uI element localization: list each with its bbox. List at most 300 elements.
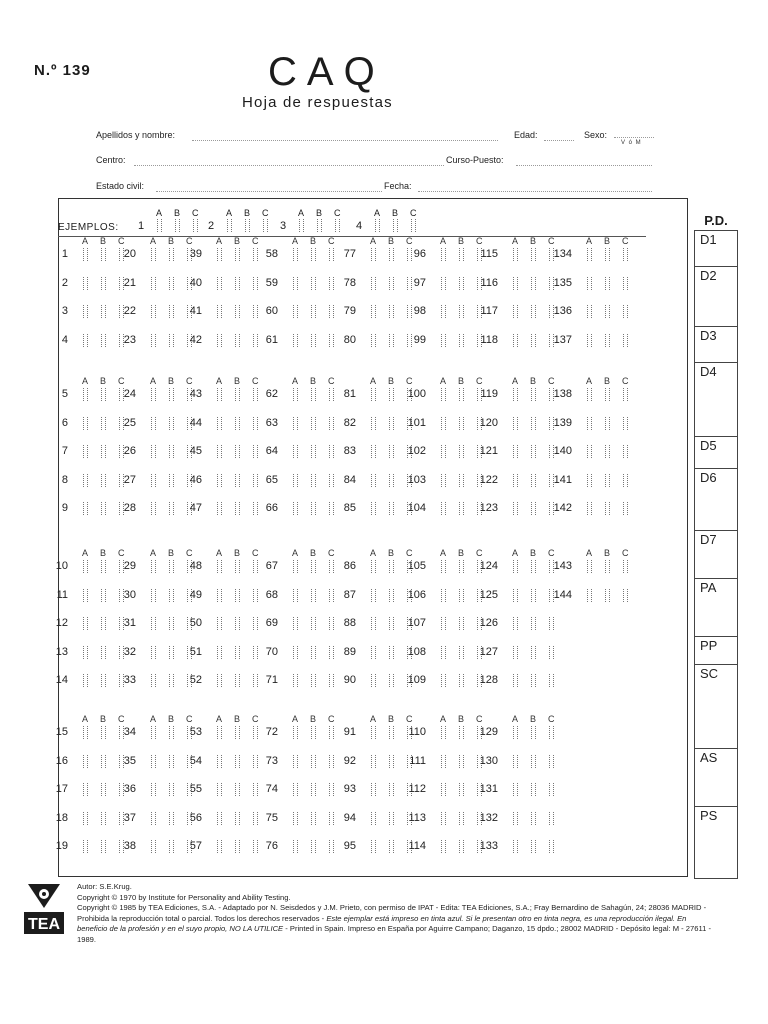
answer-bubble[interactable] [389, 502, 394, 515]
answer-bubble[interactable] [217, 840, 222, 853]
answer-bubble[interactable] [83, 589, 88, 602]
answer-bubble[interactable] [311, 277, 316, 290]
answer-bubble[interactable] [217, 755, 222, 768]
example-bubble[interactable] [245, 219, 250, 232]
answer-bubble[interactable] [293, 474, 298, 487]
answer-bubble[interactable] [83, 840, 88, 853]
answer-bubble[interactable] [311, 445, 316, 458]
answer-bubble[interactable] [371, 417, 376, 430]
answer-bubble[interactable] [441, 445, 446, 458]
answer-bubble[interactable] [83, 248, 88, 261]
answer-bubble[interactable] [441, 474, 446, 487]
answer-bubble[interactable] [459, 502, 464, 515]
answer-bubble[interactable] [531, 445, 536, 458]
answer-bubble[interactable] [459, 474, 464, 487]
answer-bubble[interactable] [371, 502, 376, 515]
answer-bubble[interactable] [441, 305, 446, 318]
answer-bubble[interactable] [311, 388, 316, 401]
answer-bubble[interactable] [371, 445, 376, 458]
answer-bubble[interactable] [217, 617, 222, 630]
answer-bubble[interactable] [389, 646, 394, 659]
pd-row-d2[interactable] [695, 267, 737, 327]
answer-bubble[interactable] [311, 334, 316, 347]
answer-bubble[interactable] [311, 783, 316, 796]
answer-bubble[interactable] [549, 646, 554, 659]
answer-bubble[interactable] [605, 334, 610, 347]
sex-field[interactable] [614, 137, 654, 138]
pd-row-ps[interactable] [695, 807, 737, 878]
answer-bubble[interactable] [623, 445, 628, 458]
center-field[interactable] [134, 165, 444, 166]
answer-bubble[interactable] [293, 812, 298, 825]
answer-bubble[interactable] [531, 277, 536, 290]
answer-bubble[interactable] [513, 560, 518, 573]
answer-bubble[interactable] [389, 417, 394, 430]
answer-bubble[interactable] [217, 334, 222, 347]
answer-bubble[interactable] [371, 305, 376, 318]
pd-row-d5[interactable] [695, 437, 737, 469]
answer-bubble[interactable] [151, 560, 156, 573]
example-bubble[interactable] [299, 219, 304, 232]
answer-bubble[interactable] [605, 589, 610, 602]
answer-bubble[interactable] [513, 277, 518, 290]
answer-bubble[interactable] [371, 840, 376, 853]
answer-bubble[interactable] [605, 502, 610, 515]
answer-bubble[interactable] [587, 445, 592, 458]
answer-bubble[interactable] [235, 560, 240, 573]
answer-bubble[interactable] [311, 589, 316, 602]
answer-bubble[interactable] [441, 646, 446, 659]
answer-bubble[interactable] [311, 812, 316, 825]
answer-bubble[interactable] [293, 840, 298, 853]
answer-bubble[interactable] [371, 388, 376, 401]
name-field[interactable] [192, 140, 498, 141]
answer-bubble[interactable] [217, 783, 222, 796]
answer-bubble[interactable] [235, 674, 240, 687]
answer-bubble[interactable] [217, 277, 222, 290]
answer-bubble[interactable] [623, 502, 628, 515]
example-bubble[interactable] [263, 219, 268, 232]
answer-bubble[interactable] [623, 474, 628, 487]
answer-bubble[interactable] [513, 589, 518, 602]
pd-row-as[interactable] [695, 749, 737, 807]
answer-bubble[interactable] [151, 248, 156, 261]
answer-bubble[interactable] [371, 674, 376, 687]
answer-bubble[interactable] [83, 674, 88, 687]
answer-bubble[interactable] [217, 474, 222, 487]
answer-bubble[interactable] [459, 277, 464, 290]
answer-bubble[interactable] [531, 560, 536, 573]
answer-bubble[interactable] [531, 812, 536, 825]
answer-bubble[interactable] [293, 417, 298, 430]
answer-bubble[interactable] [549, 755, 554, 768]
answer-bubble[interactable] [83, 445, 88, 458]
answer-bubble[interactable] [513, 388, 518, 401]
answer-bubble[interactable] [441, 840, 446, 853]
answer-bubble[interactable] [235, 502, 240, 515]
answer-bubble[interactable] [441, 277, 446, 290]
answer-bubble[interactable] [217, 674, 222, 687]
answer-bubble[interactable] [531, 783, 536, 796]
example-bubble[interactable] [411, 219, 416, 232]
example-bubble[interactable] [335, 219, 340, 232]
answer-bubble[interactable] [459, 334, 464, 347]
answer-bubble[interactable] [389, 560, 394, 573]
answer-bubble[interactable] [513, 755, 518, 768]
answer-bubble[interactable] [605, 560, 610, 573]
answer-bubble[interactable] [513, 674, 518, 687]
answer-bubble[interactable] [389, 674, 394, 687]
answer-bubble[interactable] [605, 277, 610, 290]
answer-bubble[interactable] [587, 502, 592, 515]
answer-bubble[interactable] [217, 726, 222, 739]
answer-bubble[interactable] [293, 388, 298, 401]
answer-bubble[interactable] [235, 755, 240, 768]
answer-bubble[interactable] [151, 726, 156, 739]
answer-bubble[interactable] [441, 388, 446, 401]
answer-bubble[interactable] [587, 589, 592, 602]
answer-bubble[interactable] [371, 812, 376, 825]
answer-bubble[interactable] [235, 334, 240, 347]
answer-bubble[interactable] [151, 812, 156, 825]
answer-bubble[interactable] [389, 445, 394, 458]
answer-bubble[interactable] [623, 589, 628, 602]
answer-bubble[interactable] [623, 388, 628, 401]
answer-bubble[interactable] [151, 840, 156, 853]
answer-bubble[interactable] [587, 277, 592, 290]
answer-bubble[interactable] [83, 783, 88, 796]
answer-bubble[interactable] [83, 726, 88, 739]
answer-bubble[interactable] [389, 388, 394, 401]
answer-bubble[interactable] [587, 248, 592, 261]
answer-bubble[interactable] [389, 783, 394, 796]
answer-bubble[interactable] [441, 334, 446, 347]
answer-bubble[interactable] [587, 474, 592, 487]
answer-bubble[interactable] [441, 726, 446, 739]
answer-bubble[interactable] [235, 305, 240, 318]
answer-bubble[interactable] [531, 334, 536, 347]
answer-bubble[interactable] [83, 646, 88, 659]
answer-bubble[interactable] [587, 334, 592, 347]
answer-bubble[interactable] [459, 646, 464, 659]
answer-bubble[interactable] [235, 474, 240, 487]
answer-bubble[interactable] [623, 560, 628, 573]
answer-bubble[interactable] [371, 589, 376, 602]
answer-bubble[interactable] [235, 783, 240, 796]
answer-bubble[interactable] [623, 305, 628, 318]
answer-bubble[interactable] [371, 646, 376, 659]
pd-row-sc[interactable] [695, 665, 737, 749]
answer-bubble[interactable] [549, 674, 554, 687]
answer-bubble[interactable] [83, 334, 88, 347]
answer-bubble[interactable] [151, 445, 156, 458]
answer-bubble[interactable] [441, 755, 446, 768]
answer-bubble[interactable] [311, 305, 316, 318]
answer-bubble[interactable] [605, 474, 610, 487]
pd-row-d6[interactable] [695, 469, 737, 531]
answer-bubble[interactable] [151, 305, 156, 318]
answer-bubble[interactable] [235, 726, 240, 739]
answer-bubble[interactable] [371, 560, 376, 573]
pd-row-pa[interactable] [695, 579, 737, 637]
example-bubble[interactable] [227, 219, 232, 232]
answer-bubble[interactable] [459, 445, 464, 458]
answer-bubble[interactable] [531, 305, 536, 318]
answer-bubble[interactable] [235, 840, 240, 853]
answer-bubble[interactable] [371, 755, 376, 768]
example-bubble[interactable] [393, 219, 398, 232]
answer-bubble[interactable] [151, 502, 156, 515]
answer-bubble[interactable] [217, 417, 222, 430]
answer-bubble[interactable] [459, 840, 464, 853]
answer-bubble[interactable] [389, 617, 394, 630]
answer-bubble[interactable] [513, 617, 518, 630]
answer-bubble[interactable] [623, 248, 628, 261]
answer-bubble[interactable] [441, 589, 446, 602]
pd-row-pp[interactable] [695, 637, 737, 665]
example-bubble[interactable] [193, 219, 198, 232]
answer-bubble[interactable] [151, 755, 156, 768]
answer-bubble[interactable] [83, 277, 88, 290]
answer-bubble[interactable] [513, 812, 518, 825]
answer-bubble[interactable] [513, 502, 518, 515]
answer-bubble[interactable] [459, 755, 464, 768]
example-bubble[interactable] [175, 219, 180, 232]
answer-bubble[interactable] [235, 812, 240, 825]
answer-bubble[interactable] [311, 248, 316, 261]
answer-bubble[interactable] [459, 783, 464, 796]
answer-bubble[interactable] [311, 617, 316, 630]
answer-bubble[interactable] [389, 334, 394, 347]
answer-bubble[interactable] [605, 445, 610, 458]
answer-bubble[interactable] [459, 305, 464, 318]
answer-bubble[interactable] [293, 674, 298, 687]
answer-bubble[interactable] [293, 617, 298, 630]
civil-status-field[interactable] [156, 191, 382, 192]
pd-row-d4[interactable] [695, 363, 737, 437]
answer-bubble[interactable] [513, 445, 518, 458]
answer-bubble[interactable] [459, 388, 464, 401]
answer-bubble[interactable] [513, 474, 518, 487]
answer-bubble[interactable] [459, 589, 464, 602]
answer-bubble[interactable] [217, 388, 222, 401]
answer-bubble[interactable] [235, 388, 240, 401]
example-bubble[interactable] [317, 219, 322, 232]
answer-bubble[interactable] [217, 305, 222, 318]
answer-bubble[interactable] [513, 840, 518, 853]
answer-bubble[interactable] [513, 783, 518, 796]
answer-bubble[interactable] [605, 248, 610, 261]
answer-bubble[interactable] [459, 560, 464, 573]
answer-bubble[interactable] [605, 305, 610, 318]
answer-bubble[interactable] [531, 589, 536, 602]
answer-bubble[interactable] [235, 277, 240, 290]
answer-bubble[interactable] [531, 646, 536, 659]
pd-row-d7[interactable] [695, 531, 737, 579]
answer-bubble[interactable] [311, 560, 316, 573]
answer-bubble[interactable] [371, 726, 376, 739]
answer-bubble[interactable] [311, 755, 316, 768]
answer-bubble[interactable] [217, 502, 222, 515]
answer-bubble[interactable] [371, 334, 376, 347]
answer-bubble[interactable] [83, 417, 88, 430]
answer-bubble[interactable] [459, 726, 464, 739]
answer-bubble[interactable] [217, 560, 222, 573]
answer-bubble[interactable] [531, 755, 536, 768]
answer-bubble[interactable] [217, 812, 222, 825]
answer-bubble[interactable] [293, 445, 298, 458]
answer-bubble[interactable] [293, 755, 298, 768]
answer-bubble[interactable] [371, 248, 376, 261]
answer-bubble[interactable] [587, 388, 592, 401]
answer-bubble[interactable] [513, 726, 518, 739]
answer-bubble[interactable] [441, 674, 446, 687]
answer-bubble[interactable] [459, 248, 464, 261]
answer-bubble[interactable] [311, 474, 316, 487]
answer-bubble[interactable] [235, 417, 240, 430]
answer-bubble[interactable] [513, 248, 518, 261]
answer-bubble[interactable] [151, 334, 156, 347]
answer-bubble[interactable] [371, 783, 376, 796]
answer-bubble[interactable] [389, 248, 394, 261]
answer-bubble[interactable] [459, 617, 464, 630]
answer-bubble[interactable] [371, 277, 376, 290]
answer-bubble[interactable] [389, 305, 394, 318]
answer-bubble[interactable] [623, 334, 628, 347]
answer-bubble[interactable] [235, 646, 240, 659]
answer-bubble[interactable] [83, 388, 88, 401]
answer-bubble[interactable] [441, 617, 446, 630]
answer-bubble[interactable] [293, 248, 298, 261]
answer-bubble[interactable] [459, 674, 464, 687]
answer-bubble[interactable] [151, 783, 156, 796]
answer-bubble[interactable] [217, 646, 222, 659]
example-bubble[interactable] [375, 219, 380, 232]
answer-bubble[interactable] [217, 248, 222, 261]
answer-bubble[interactable] [441, 502, 446, 515]
answer-bubble[interactable] [311, 417, 316, 430]
answer-bubble[interactable] [151, 474, 156, 487]
answer-bubble[interactable] [587, 305, 592, 318]
answer-bubble[interactable] [389, 277, 394, 290]
answer-bubble[interactable] [83, 474, 88, 487]
pd-row-d3[interactable] [695, 327, 737, 363]
answer-bubble[interactable] [441, 560, 446, 573]
age-field[interactable] [544, 140, 574, 141]
answer-bubble[interactable] [235, 589, 240, 602]
answer-bubble[interactable] [151, 417, 156, 430]
answer-bubble[interactable] [83, 305, 88, 318]
answer-bubble[interactable] [531, 840, 536, 853]
answer-bubble[interactable] [531, 617, 536, 630]
answer-bubble[interactable] [235, 248, 240, 261]
answer-bubble[interactable] [441, 812, 446, 825]
answer-bubble[interactable] [311, 646, 316, 659]
answer-bubble[interactable] [217, 589, 222, 602]
answer-bubble[interactable] [531, 726, 536, 739]
answer-bubble[interactable] [531, 674, 536, 687]
answer-bubble[interactable] [389, 474, 394, 487]
answer-bubble[interactable] [235, 445, 240, 458]
answer-bubble[interactable] [587, 560, 592, 573]
answer-bubble[interactable] [311, 726, 316, 739]
answer-bubble[interactable] [389, 755, 394, 768]
answer-bubble[interactable] [293, 646, 298, 659]
answer-bubble[interactable] [549, 812, 554, 825]
answer-bubble[interactable] [531, 248, 536, 261]
answer-bubble[interactable] [531, 417, 536, 430]
answer-bubble[interactable] [293, 334, 298, 347]
answer-bubble[interactable] [311, 840, 316, 853]
answer-bubble[interactable] [151, 388, 156, 401]
answer-bubble[interactable] [83, 502, 88, 515]
answer-bubble[interactable] [151, 646, 156, 659]
answer-bubble[interactable] [389, 812, 394, 825]
answer-bubble[interactable] [293, 783, 298, 796]
answer-bubble[interactable] [293, 305, 298, 318]
answer-bubble[interactable] [587, 417, 592, 430]
answer-bubble[interactable] [371, 474, 376, 487]
answer-bubble[interactable] [513, 334, 518, 347]
answer-bubble[interactable] [293, 560, 298, 573]
answer-bubble[interactable] [513, 417, 518, 430]
answer-bubble[interactable] [371, 617, 376, 630]
answer-bubble[interactable] [623, 417, 628, 430]
answer-bubble[interactable] [513, 646, 518, 659]
answer-bubble[interactable] [549, 783, 554, 796]
answer-bubble[interactable] [235, 617, 240, 630]
answer-bubble[interactable] [531, 502, 536, 515]
answer-bubble[interactable] [389, 589, 394, 602]
answer-bubble[interactable] [459, 812, 464, 825]
answer-bubble[interactable] [293, 277, 298, 290]
answer-bubble[interactable] [217, 445, 222, 458]
answer-bubble[interactable] [623, 277, 628, 290]
answer-bubble[interactable] [83, 755, 88, 768]
answer-bubble[interactable] [311, 674, 316, 687]
date-field[interactable] [418, 191, 652, 192]
answer-bubble[interactable] [605, 388, 610, 401]
answer-bubble[interactable] [549, 617, 554, 630]
answer-bubble[interactable] [389, 726, 394, 739]
answer-bubble[interactable] [151, 589, 156, 602]
answer-bubble[interactable] [293, 726, 298, 739]
answer-bubble[interactable] [513, 305, 518, 318]
answer-bubble[interactable] [605, 417, 610, 430]
answer-bubble[interactable] [293, 502, 298, 515]
answer-bubble[interactable] [83, 812, 88, 825]
answer-bubble[interactable] [83, 617, 88, 630]
answer-bubble[interactable] [151, 674, 156, 687]
answer-bubble[interactable] [549, 726, 554, 739]
pd-row-d1[interactable] [695, 231, 737, 267]
answer-bubble[interactable] [531, 474, 536, 487]
answer-bubble[interactable] [441, 417, 446, 430]
answer-bubble[interactable] [389, 840, 394, 853]
answer-bubble[interactable] [311, 502, 316, 515]
answer-bubble[interactable] [531, 388, 536, 401]
answer-bubble[interactable] [293, 589, 298, 602]
answer-bubble[interactable] [83, 560, 88, 573]
answer-bubble[interactable] [151, 277, 156, 290]
example-bubble[interactable] [157, 219, 162, 232]
answer-bubble[interactable] [441, 783, 446, 796]
answer-bubble[interactable] [549, 840, 554, 853]
course-field[interactable] [516, 165, 652, 166]
answer-bubble[interactable] [441, 248, 446, 261]
answer-bubble[interactable] [151, 617, 156, 630]
answer-bubble[interactable] [459, 417, 464, 430]
